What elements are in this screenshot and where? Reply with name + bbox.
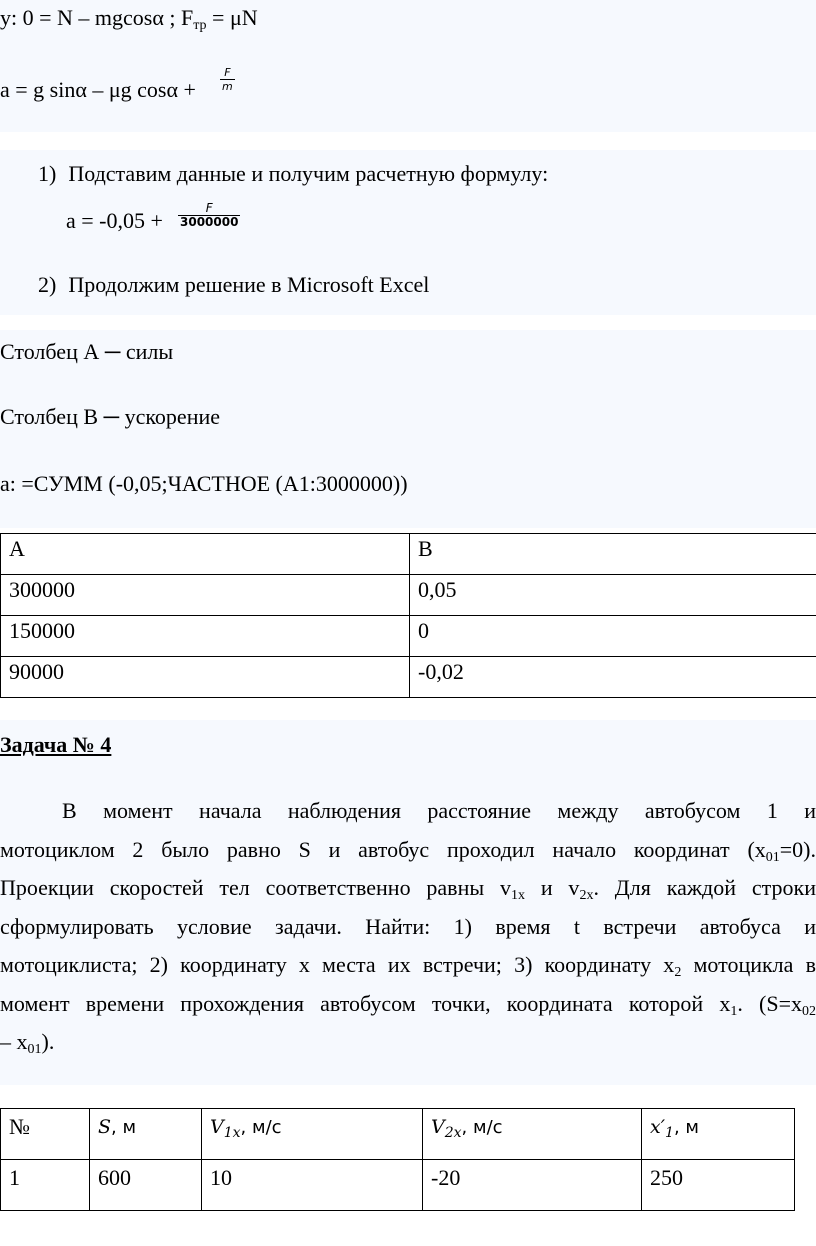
- calc-formula: a = -0,05 +: [66, 208, 163, 233]
- paragraph-line: момент времени прохождения автобусом точки, координата которой $x_1$. ($S=x_{02}$: [0, 990, 816, 1019]
- paragraph-line: – $x_{01}$).: [0, 1029, 55, 1057]
- table-cell: -0,02: [410, 657, 816, 698]
- header-cell: $x'_1$, м: [642, 1109, 795, 1160]
- paragraph-line: сформулировать условие задачи. Найти: 1) время t встречи автобуса и: [0, 913, 816, 939]
- task-paragraph: [0, 792, 816, 1062]
- table-cell: 250: [642, 1160, 795, 1211]
- table-header-row: [1, 1109, 795, 1160]
- paragraph-line: мотоциклиста; 2) координату x места их встречи; 3) координату $x_2$ мотоцикла в: [0, 952, 816, 980]
- table-cell: 0: [410, 616, 816, 657]
- table-row: [1, 575, 816, 616]
- table-cell: 1: [1, 1160, 90, 1211]
- header-cell: S, м: [90, 1109, 202, 1160]
- column-a-desc: Столбец А ─ силы: [0, 339, 174, 364]
- table-cell: 10: [202, 1160, 423, 1211]
- table-row: [1, 616, 816, 657]
- table-row: [1, 657, 816, 698]
- header-cell: $V_{2x}$, м/с: [423, 1109, 642, 1160]
- task-title: Задача № 4: [0, 732, 112, 757]
- step-2: 2) Продолжим решение в Microsoft Excel: [38, 272, 430, 297]
- column-b-desc: Столбец В ─ ускорение: [0, 404, 221, 429]
- header-cell: $V_{1x}$, м/с: [202, 1109, 423, 1160]
- paragraph-line: мотоциклом 2 было равно S и автобус проходил начало координат $(x_{01}=0)$.: [0, 836, 816, 865]
- step-1: 1) Подставим данные и получим расчетную формулу:: [38, 161, 549, 186]
- paragraph-line: Проекции скоростей тел соответственно равны $v_{1x}$ и $v_{2x}$. Для каждой строки: [0, 875, 816, 903]
- table-cell: 90000: [1, 657, 410, 698]
- header-cell: A: [1, 534, 410, 575]
- acceleration-fraction: $\frac{F}{m}$: [222, 66, 233, 93]
- header-cell: №: [1, 1109, 90, 1160]
- y-projection-equation: y: 0 = N – mgcosα ; $F_{тр} = \mu N$: [0, 5, 258, 33]
- table-header-row: [1, 534, 816, 575]
- acceleration-equation: a = g sinα – μg cosα +: [0, 77, 196, 102]
- table-cell: 150000: [1, 616, 410, 657]
- header-cell: B: [410, 534, 816, 575]
- table-cell: 0,05: [410, 575, 816, 616]
- table-cell: 300000: [1, 575, 410, 616]
- paragraph-line: В момент начала наблюдения расстояние между автобусом 1 и: [62, 798, 816, 823]
- calc-fraction: $\frac{F}{3000000}$: [180, 201, 239, 229]
- table-row: [1, 1160, 795, 1211]
- task-data-table: [0, 1108, 795, 1211]
- table-cell: -20: [423, 1160, 642, 1211]
- excel-formula: а: =СУММ (-0,05;ЧАСТНОЕ (А1:3000000)): [0, 471, 408, 496]
- excel-result-table: [0, 533, 816, 698]
- table-cell: 600: [90, 1160, 202, 1211]
